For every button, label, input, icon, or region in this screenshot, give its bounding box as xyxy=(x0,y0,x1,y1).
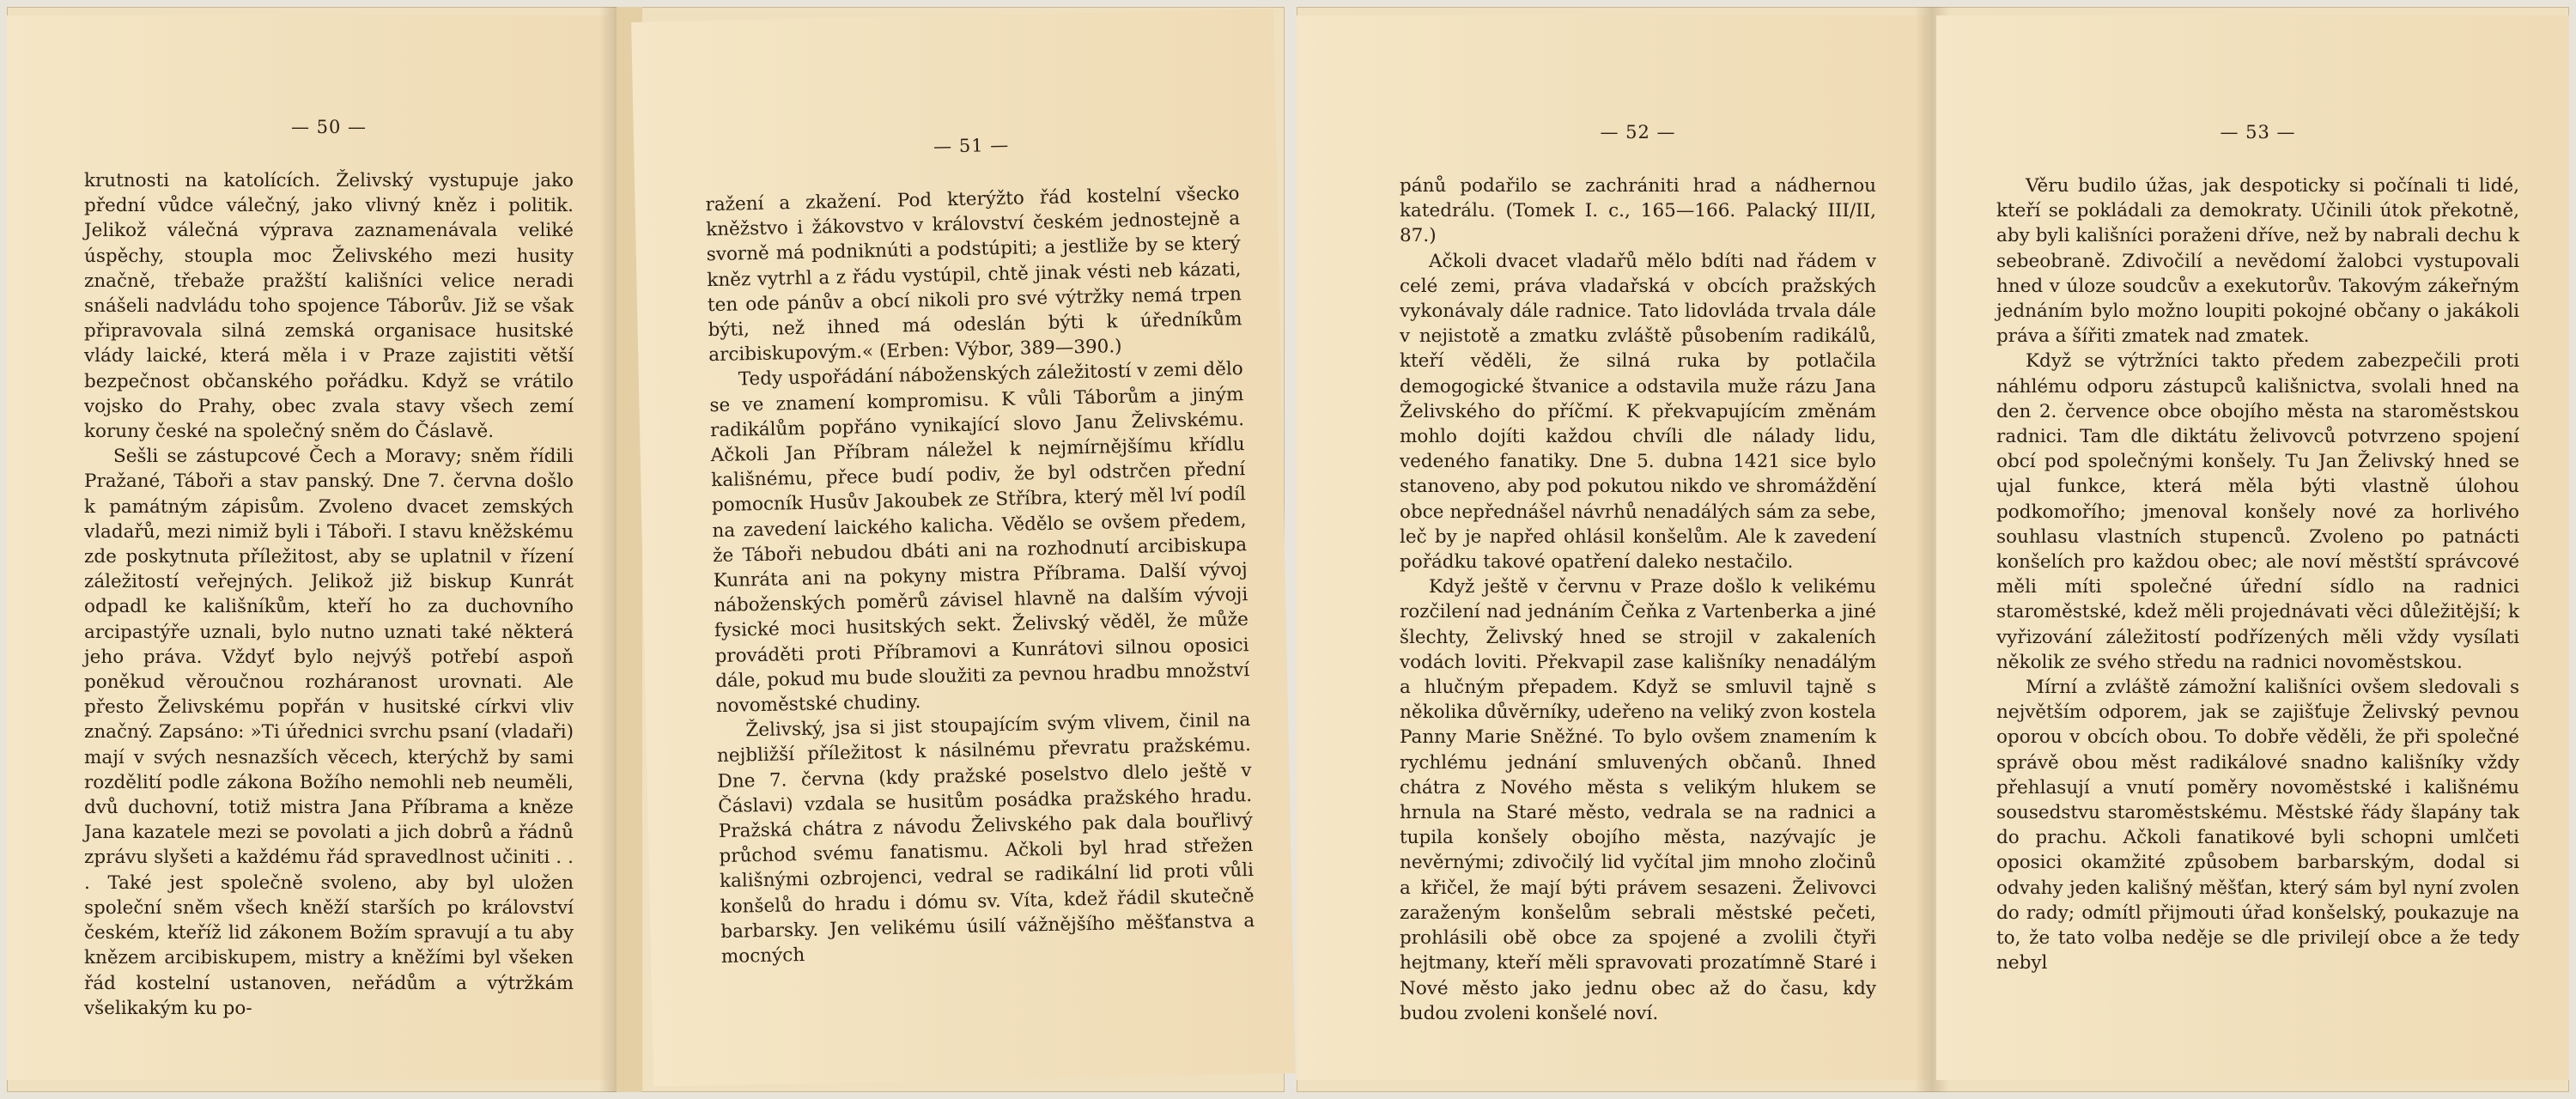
paragraph: Tedy uspořádání náboženských záležitostí v zemi dělo se ve znamení kompromisu. K vůli Táborům a jiným radikálům popřáno vynikající slovo Janu Želivskému. Ačkoli Jan Příbram náležel k nejmírnějšímu křídlu kališnému, přece budí podiv, že byl odstrčen přední pomocník Husův Jakoubek ze Stříbra, který měl lví podíl na zavedení laického kalicha. Vědělo se ovšem předem, že Táboři nebudou dbáti ani na rozhodnutí arcibiskupa Kunráta ani na pokyny mistra Příbrama. Další vývoj náboženských poměrů závisel hlavně na dalším vývoji fysické moci husitských sekt. Želivský věděl, že může prováděti proti Příbramovi a Kunrátovi silnou oposici dále, pokud mu bude sloužiti za pevnou hradbu množství novoměstské chudiny. xyxy=(709,358,1250,718)
left-book-spread xyxy=(7,7,1285,1092)
page-text xyxy=(1400,173,1876,1026)
paragraph: Mírní a zvláště zámožní kališníci ovšem sledovali s největším odporem, jak se zajišťuje Želivský pevnou oporou v obcích obou. To dobře věděli, že při společné správě obou měst radikálové snadno kališníky vždy přehlasují a vnutí poměry novoměstské i kališnému sousedstvu staroměstskému. Městské řády šlapány tak do prachu. Ačkoli fanatikové byli schopni umlčeti oposici okamžité způsobem barbarským, dodal si odvahy jeden kališný měšťan, který sám byl nyní zvolen do rady; odmítl přijmouti úřad konšelský, poukazuje na to, že tato volba neděje se dle privilejí obce a že tedy nebyl xyxy=(1996,677,2519,975)
page-text xyxy=(84,168,574,1021)
page-52 xyxy=(1297,15,1928,1080)
page-50 xyxy=(7,15,608,1080)
paragraph: Sešli se zástupcové Čech a Moravy; sněm řídili Pražané, Táboři a stav panský. Dne 7. června došlo k památným zápisům. Zvoleno dvacet zemských vladařů, mezi nimiž byli i Táboři. I stavu kněžskému zde poskytnuta příležitost, aby se uplatnil v řízení záležitostí veřejných. Jelikož již biskup Kunrát odpadl ke kališníkům, kteří ho za duchovního arcipastýře uznali, bylo nutno uznati také některá jeho práva. Vždyť bylo nejvýš potřebí aspoň poněkud věroučnou rozháranost urovnati. Ale přesto Želivskému popřán v husitské církvi vliv značný. Zapsáno: »Ti úřednici svrchu psaní (vladaři) mají v svých nesnazších věcech, kterýchž by sami rozdělití podle zákona Božího nemohli neb neuměli, dvů duchovní, totiž mistra Jana Příbrama a kněze Jana kazatele mezi se povolati a jich dobrů a řádnů zprávu slyšeti a každému řád spravedlnost učiniti . . . Také jest společně svoleno, aby byl uložen společní sněm všech kněží starších po království českém, kteříž lid zákonem Božím spravují a tu aby knězem arcibiskupem, mistry a kněžími byl všeken řád kostelní ustanoven, neřádům a výtržkám všelikakým ku po- xyxy=(84,446,574,1019)
page-number: — 52 — xyxy=(1600,122,1676,143)
page-text xyxy=(1996,173,2519,976)
paragraph: Když ještě v červnu v Praze došlo k velikému rozčilení nad jednáním Čeňka z Vartenberka a jiné šlechty, Želivský hned se strojil v zakaleních vodách loviti. Překvapil zase kališníky nenadálým a hlučným přepadem. Když se smluvil tajně s několika důvěrníky, udeřeno na veliký zvon kostela Panny Marie Sněžné. To bylo ovšem znamením k rychlému jednání smluvených občanů. Ihned chátra z Nového města s velikým hlukem se hrnula na Staré město, vedrala se na radnici a tupila konšely obojího města, nazývajíc je nevěrnými; zdivočilý lid vyčítal jim mnoho zločinů a křičel, že mají býti právem sesazeni. Želivovci zaraženým konšelům sebrali městské pečeti, prohlásili obě obce za spojené a zvolili čtyři hejtmany, kteří měli spravovati prozatímně Staré i Nové město jako jednu obec až do času, kdy budou zvoleni konšelé noví. xyxy=(1400,576,1876,1024)
page-number: — 51 — xyxy=(933,134,1010,157)
paragraph: pánů podařilo se zachrániti hrad a nádhernou katedrálu. (Tomek I. c., 165—166. Palacký III/II, 87.) xyxy=(1400,175,1876,247)
page-number: — 53 — xyxy=(2220,122,2296,143)
paragraph: Želivský, jsa si jist stoupajícím svým vlivem, činil na nejbližší příležitost k násilnému převratu pražskému. Dne 7. června (kdy pražské poselstvo dlelo ještě v Čáslavi) vzdala se husitům posádka pražského hradu. Pražská chátra z návodu Želivského pak dala bouřlivý průchod svému fanatismu. Ačkoli byl hrad střežen kališnými ozbrojenci, vedral se radikální lid proti vůli konšelů do hradu i dómu sv. Víta, kdež řádil skutečně barbarsky. Jen velikému úsilí vážnějšího měšťanstva a mocných xyxy=(716,709,1255,968)
paragraph: krutnosti na katolících. Želivský vystupuje jako přední vůdce válečný, jako vlivný kněz i politik. Jelikož válečná výprava zaznamenávala veliké úspěchy, stoupla moc Želivského mezi husity značně, třebaže pražští kališníci velice neradi snášeli nadvládu toho spojence Táborův. Již se však připravovala silná zemská organisace husitské vlády laické, která měla i v Praze zajistiti větší bezpečnost občanského pořádku. Když se vrátilo vojsko do Prahy, obec zvala stavy všech zemí koruny české na společný sněm do Čáslavě. xyxy=(84,170,574,443)
paragraph: ražení a zkažení. Pod kterýžto řád kostelní všecko kněžstvo i žákovstvo v království českém jednostejně a svorně má podniknúti a podstúpiti; a jestliže by se který kněz vytrhl a z řádu vystúpil, chtě jinak vésti neb kázati, ten ode pánův a obcí nikoli pro své výtržky nemá trpen býti, než ihned má odeslán býti k úředníkům arcibiskupovým.« (Erben: Výbor, 389—390.) xyxy=(705,183,1242,367)
page-number: — 50 — xyxy=(290,117,368,137)
paragraph: Věru budilo úžas, jak despoticky si počínali ti lidé, kteří se pokládali za demokraty. Učinili útok překotně, aby byli kališníci poraženi dříve, než by nabrali dechu k sebeobraně. Zdivočilí a nevědomí žalobci vystupovali hned v úloze soudcův a exekutorův. Takovým zákeřným jednáním bylo možno loupiti pokojné občany o jakákoli práva a šířiti zmatek nad zmatek. xyxy=(1996,175,2519,348)
right-book-spread xyxy=(1297,7,2569,1092)
paragraph: Když se výtržníci takto předem zabezpečili proti náhlému odporu zástupců kališnictva, svolali hned na den 2. července obce obojího města na staroměstskou radnici. Tam dle diktátu želivovců potvrzeno spojení obcí pod společnými konšely. Tu Jan Želivský hned se ujal funkce, která měla býti vlastně úlohou podkomořího; jmenoval konšely nové za horlivého souhlasu vlastních stupenců. Zvoleno po patnácti konšelích pro každou obec; ale noví městští správcové měli míti společné úřední sídlo na radnici staroměstské, kdež měli projednávati věci důležitější; k vyřizování záležitostí podřízených měli vždy vysílati několik ze svého středu na radnici novoměstskou. xyxy=(1996,350,2519,673)
page-53 xyxy=(1936,15,2569,1080)
page-text xyxy=(705,181,1255,969)
page-51 xyxy=(631,9,1296,1086)
paragraph: Ačkoli dvacet vladařů mělo bdíti nad řádem v celé zemi, práva vladařská v obcích pražských vykonávaly dále radnice. Tato lidovláda trvala dále v nejistotě a zmatku zvláště působením radikálů, kteří věděli, že silná ruka by potlačila demogogické štvanice a odstavila muže rázu Jana Želivského do příčmí. K překvapujícím změnám mohlo dojíti každou chvíli dle nálady lidu, vedeného fanatiky. Dne 5. dubna 1421 sice bylo stanoveno, aby pod pokutou nikdo ve shromáždění obce nepřednášel návrhů nenadálých sám za sebe, leč by je napřed ohlásil konšelům. Ale k zavedení pořádku takové opatření daleko nestačilo. xyxy=(1400,250,1876,574)
